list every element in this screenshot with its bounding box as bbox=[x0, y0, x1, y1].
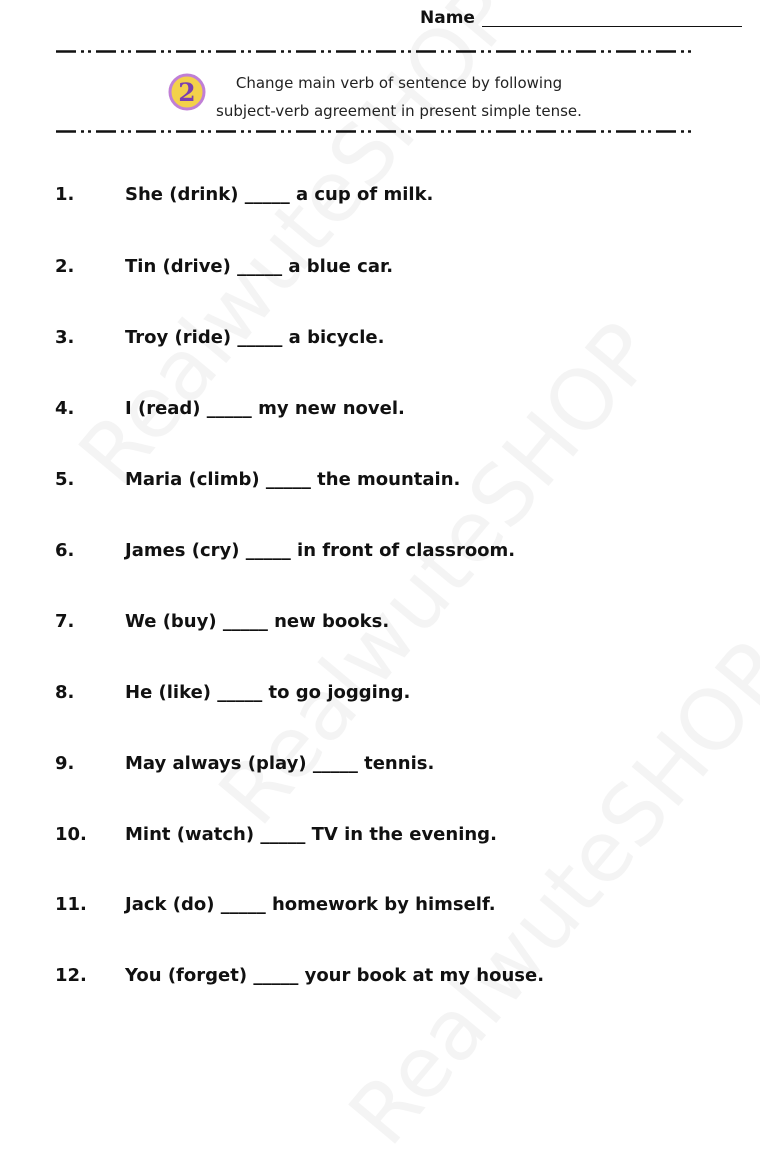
number-badge-icon bbox=[167, 72, 207, 112]
instruction-text bbox=[209, 69, 589, 125]
exercise-sentence[interactable]: Tin (drive) _____ a blue car. bbox=[125, 256, 394, 277]
exercise-number: 4. bbox=[55, 398, 75, 419]
exercise-sentence[interactable]: She (drink) _____ a cup of milk. bbox=[125, 184, 434, 205]
exercise-item bbox=[55, 540, 695, 568]
top-dash-divider bbox=[56, 50, 692, 53]
exercise-number: 1. bbox=[55, 184, 75, 205]
exercise-number: 9. bbox=[55, 753, 75, 774]
exercise-item bbox=[55, 469, 695, 497]
exercise-number: 3. bbox=[55, 327, 75, 348]
name-label: Name bbox=[420, 8, 475, 28]
exercise-sentence[interactable]: He (like) _____ to go jogging. bbox=[125, 682, 411, 703]
exercise-item bbox=[55, 682, 695, 710]
exercise-sentence[interactable]: Mint (watch) _____ TV in the evening. bbox=[125, 824, 497, 845]
exercise-number: 2. bbox=[55, 256, 75, 277]
exercise-item bbox=[55, 398, 695, 426]
exercise-item bbox=[55, 256, 695, 284]
exercise-sentence[interactable]: Maria (climb) _____ the mountain. bbox=[125, 469, 461, 490]
exercise-number: 8. bbox=[55, 682, 75, 703]
exercise-sentence[interactable]: James (cry) _____ in front of classroom. bbox=[125, 540, 516, 561]
badge-number: 2 bbox=[178, 78, 196, 107]
exercise-number: 12. bbox=[55, 965, 87, 986]
exercise-sentence[interactable]: We (buy) _____ new books. bbox=[125, 611, 390, 632]
exercise-number: 11. bbox=[55, 894, 87, 915]
instruction-box bbox=[165, 66, 605, 122]
exercise-item bbox=[55, 753, 695, 781]
exercise-sentence[interactable]: May always (play) _____ tennis. bbox=[125, 753, 435, 774]
exercise-number: 10. bbox=[55, 824, 87, 845]
exercise-sentence[interactable]: Troy (ride) _____ a bicycle. bbox=[125, 327, 385, 348]
instruction-line-2: subject-verb agreement in present simple tense. bbox=[216, 102, 582, 120]
exercise-sentence[interactable]: I (read) _____ my new novel. bbox=[125, 398, 405, 419]
exercise-sentence[interactable]: Jack (do) _____ homework by himself. bbox=[125, 894, 496, 915]
bottom-dash-divider bbox=[56, 130, 692, 133]
instruction-line-1: Change main verb of sentence by following bbox=[235, 74, 563, 92]
exercise-item bbox=[55, 894, 695, 922]
exercise-item bbox=[55, 965, 695, 993]
exercise-item bbox=[55, 184, 695, 212]
exercise-item bbox=[55, 611, 695, 639]
name-blank-line[interactable] bbox=[482, 26, 742, 27]
exercise-number: 6. bbox=[55, 540, 75, 561]
exercise-item bbox=[55, 327, 695, 355]
exercise-number: 7. bbox=[55, 611, 75, 632]
name-field bbox=[420, 6, 750, 30]
exercise-item bbox=[55, 824, 695, 852]
exercise-sentence[interactable]: You (forget) _____ your book at my house. bbox=[125, 965, 545, 986]
exercise-number: 5. bbox=[55, 469, 75, 490]
